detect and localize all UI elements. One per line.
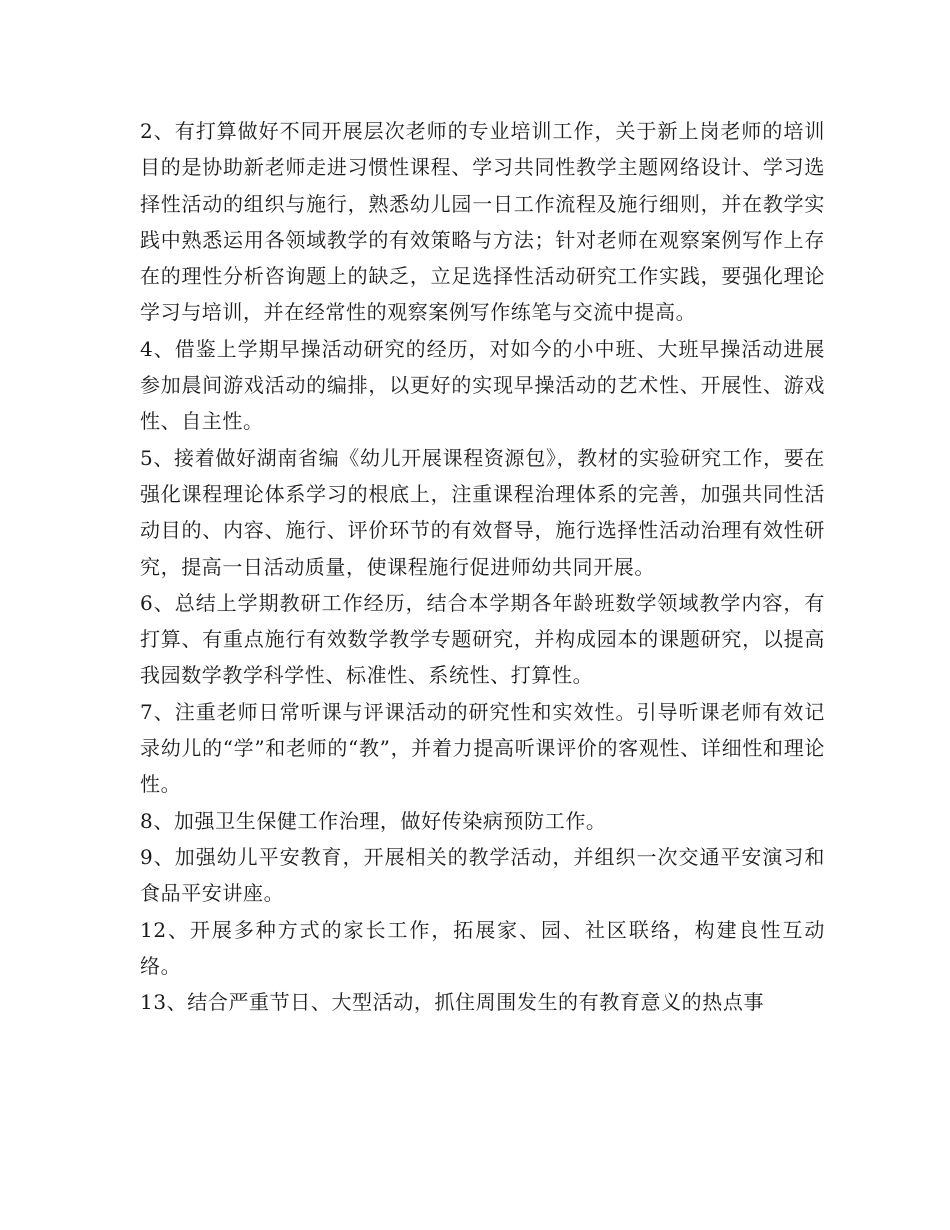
paragraph-item-6: 6、总结上学期教研工作经历，结合本学期各年龄班数学领域教学内容，有打算、有重点施行有效数学教学专题研究，并构成园本的课题研究，以提高我园数学教学科学性、标准性、系统性、打算性。 bbox=[140, 590, 825, 688]
paragraph-item-8: 8、加强卫生保健工作治理，做好传染病预防工作。 bbox=[140, 808, 607, 833]
document-body bbox=[140, 113, 825, 1020]
paragraph-item-2: 2、有打算做好不同开展层次老师的专业培训工作，关于新上岗老师的培训目的是协助新老师走进习惯性课程、学习共同性教学主题网络设计、学习选择性活动的组织与施行，熟悉幼儿园一日工作流程及施行细则，并在教学实践中熟悉运用各领域教学的有效策略与方法；针对老师在观察案例写作上存在的理性分析咨询题上的缺乏，立足选择性活动研究工作实践，要强化理论学习与培训，并在经常性的观察案例写作练笔与交流中提高。 bbox=[140, 119, 825, 325]
paragraph-item-12: 12、开展多种方式的家长工作，拓展家、园、社区联络，构建良性互动络。 bbox=[140, 917, 825, 978]
paragraph-item-13: 13、结合严重节日、大型活动，抓住周围发生的有教育意义的热点事 bbox=[140, 990, 765, 1015]
paragraph-item-4: 4、借鉴上学期早操活动研究的经历，对如今的小中班、大班早操活动进展参加晨间游戏活动的编排，以更好的实现早操活动的艺术性、开展性、游戏性、自主性。 bbox=[140, 336, 825, 434]
paragraph-item-7: 7、注重老师日常听课与评课活动的研究性和实效性。引导听课老师有效记录幼儿的“学”和老师的“教”，并着力提高听课评价的客观性、详细性和理论性。 bbox=[140, 699, 825, 797]
paragraph-item-5: 5、接着做好湖南省编《幼儿开展课程资源包》，教材的实验研究工作，要在强化课程理论体系学习的根底上，注重课程治理体系的完善，加强共同性活动目的、内容、施行、评价环节的有效督导，施行选择性活动治理有效性研究，提高一日活动质量，使课程施行促进师幼共同开展。 bbox=[140, 445, 825, 579]
paragraph-item-9: 9、加强幼儿平安教育，开展相关的教学活动，并组织一次交通平安演习和食品平安讲座。 bbox=[140, 844, 825, 906]
